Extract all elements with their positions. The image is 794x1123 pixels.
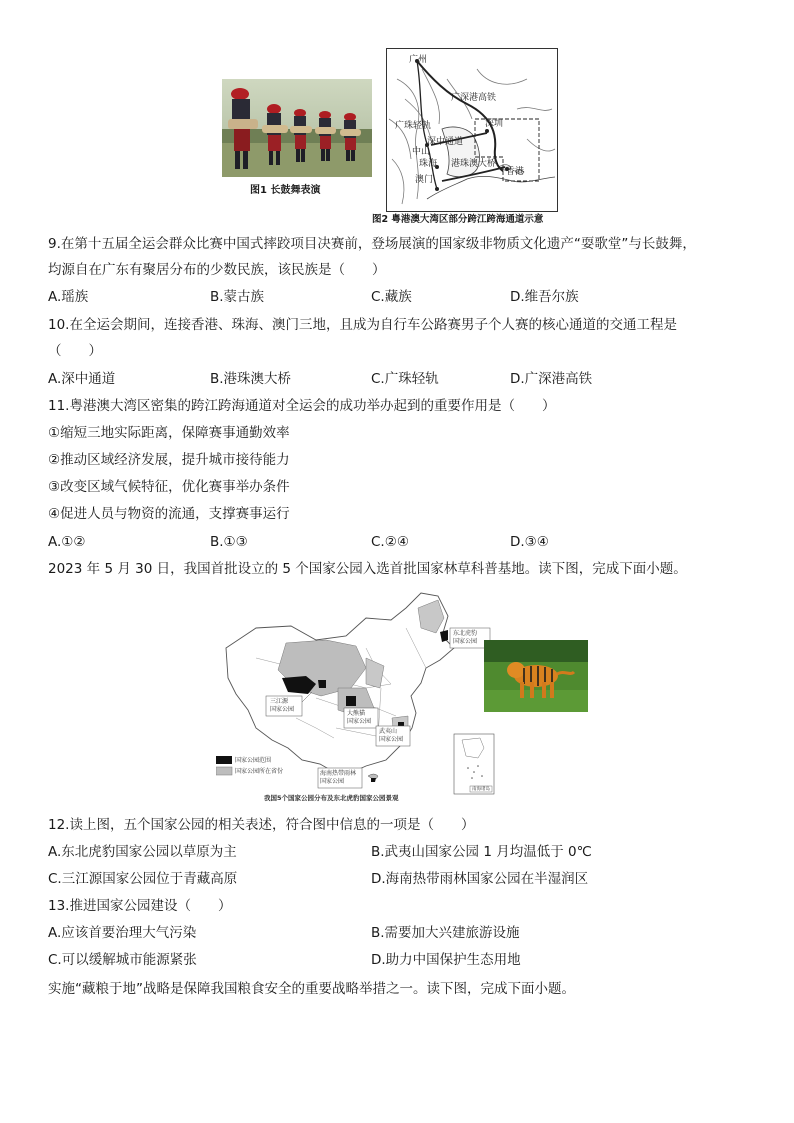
q11-option-b: B.①③	[210, 534, 248, 550]
q10-option-b: B.港珠澳大桥	[210, 371, 292, 387]
q11-option-a: A.①②	[48, 534, 86, 550]
q9-option-c: C.藏族	[371, 289, 412, 305]
q9-stem-line1: 9.在第十五届全运会群众比赛中国式摔跤项目决赛前，登场展演的国家级非物质文化遗产“耍歌堂”与长鼓舞，	[48, 236, 696, 252]
map-label-hzmb: 港珠澳大桥	[451, 159, 497, 169]
q10-option-a: A.深中通道	[48, 371, 116, 387]
q11-item-3: ③改变区域气候特征，优化赛事举办条件	[48, 479, 290, 495]
figure-1-caption: 图1 长鼓舞表演	[250, 185, 321, 196]
q11-item-4: ④促进人员与物资的流通，支撑赛事运行	[48, 506, 290, 522]
label-hainan-line2: 国家公园	[320, 778, 345, 785]
q12-stem: 12.读上图，五个国家公园的相关表述，符合图中信息的一项是（ ）	[48, 817, 475, 833]
q13-option-a: A.应该首要治理大气污染	[48, 925, 197, 941]
q9-option-d: D.维吾尔族	[510, 289, 579, 305]
q10-stem-line2: （ ）	[48, 343, 102, 359]
legend-park-province: 国家公园所在省份	[235, 768, 284, 775]
national-park-intro: 2023 年 5 月 30 日，我国首批设立的 5 个国家公园入选首批国家林草科普基地。读下图，完成下面小题。	[48, 561, 687, 577]
figure-2-caption: 图2 粤港澳大湾区部分跨江跨海通道示意	[372, 214, 544, 225]
label-giant-panda-line2: 国家公园	[347, 718, 372, 725]
map-label-macau: 澳门	[415, 175, 434, 185]
label-ne-tiger-line1: 东北虎豹	[453, 630, 478, 637]
label-wuyishan-line2: 国家公园	[379, 736, 404, 743]
label-wuyishan-line1: 武夷山	[379, 728, 398, 735]
q11-item-1: ①缩短三地实际距离，保障赛事通勤效率	[48, 425, 290, 441]
q11-stem: 11.粤港澳大湾区密集的跨江跨海通道对全运会的成功举办起到的重要作用是（ ）	[48, 398, 556, 414]
q13-option-c: C.可以缓解城市能源紧张	[48, 952, 197, 968]
grain-intro: 实施“藏粮于地”战略是保障我国粮食安全的重要战略举措之一。读下图，完成下面小题。	[48, 981, 575, 997]
map-label-hongkong: 香港	[506, 167, 525, 177]
q9-stem-line2: 均源自在广东有聚居分布的少数民族，该民族是（ ）	[48, 262, 386, 278]
q10-option-d: D.广深港高铁	[510, 371, 593, 387]
q9-option-b: B.蒙古族	[210, 289, 265, 305]
q12-option-c: C.三江源国家公园位于青藏高原	[48, 871, 238, 887]
q11-option-c: C.②④	[371, 534, 409, 550]
national-parks-map-caption: 我国5个国家公园分布及东北虎豹国家公园景观	[264, 794, 399, 802]
q9-option-a: A.瑶族	[48, 289, 89, 305]
map-label-gzqg: 广珠轻轨	[395, 121, 432, 131]
map-label-shenzhong: 深中通道	[427, 137, 464, 147]
label-ne-tiger-line2: 国家公园	[453, 638, 478, 645]
map-label-shenzhen: 深圳	[485, 119, 504, 129]
label-sanjiangyuan-line2: 国家公园	[270, 706, 295, 713]
q10-option-c: C.广珠轻轨	[371, 371, 439, 387]
map-label-guangzhou: 广州	[409, 55, 428, 65]
national-parks-map	[216, 588, 596, 806]
figure-1-photo	[222, 79, 372, 177]
label-giant-panda-line1: 大熊猫	[347, 710, 366, 717]
legend-park-range: 国家公园范围	[235, 757, 272, 764]
label-hainan-line1: 海南热带雨林	[320, 770, 357, 777]
q12-option-d: D.海南热带雨林国家公园在半湿润区	[371, 871, 589, 887]
q10-stem-line1: 10.在全运会期间，连接香港、珠海、澳门三地，且成为自行车公路赛男子个人赛的核心通道的交通工程是	[48, 317, 677, 333]
q11-item-2: ②推动区域经济发展，提升城市接待能力	[48, 452, 290, 468]
map-label-zhuhai: 珠海	[419, 159, 438, 169]
figure-2-map	[386, 48, 558, 212]
map-label-zhongshan: 中山	[412, 147, 431, 157]
label-south-china-sea: 南海诸岛	[472, 787, 490, 792]
q13-option-d: D.助力中国保护生态用地	[371, 952, 521, 968]
q12-option-a: A.东北虎豹国家公园以草原为主	[48, 844, 237, 860]
tiger-photo	[484, 640, 588, 712]
q13-stem: 13.推进国家公园建设（ ）	[48, 898, 232, 914]
label-sanjiangyuan-line1: 三江源	[270, 698, 289, 705]
map-label-gsg-hsr: 广深港高铁	[451, 93, 497, 103]
q11-option-d: D.③④	[510, 534, 549, 550]
q13-option-b: B.需要加大兴建旅游设施	[371, 925, 520, 941]
q12-option-b: B.武夷山国家公园 1 月均温低于 0℃	[371, 844, 592, 860]
